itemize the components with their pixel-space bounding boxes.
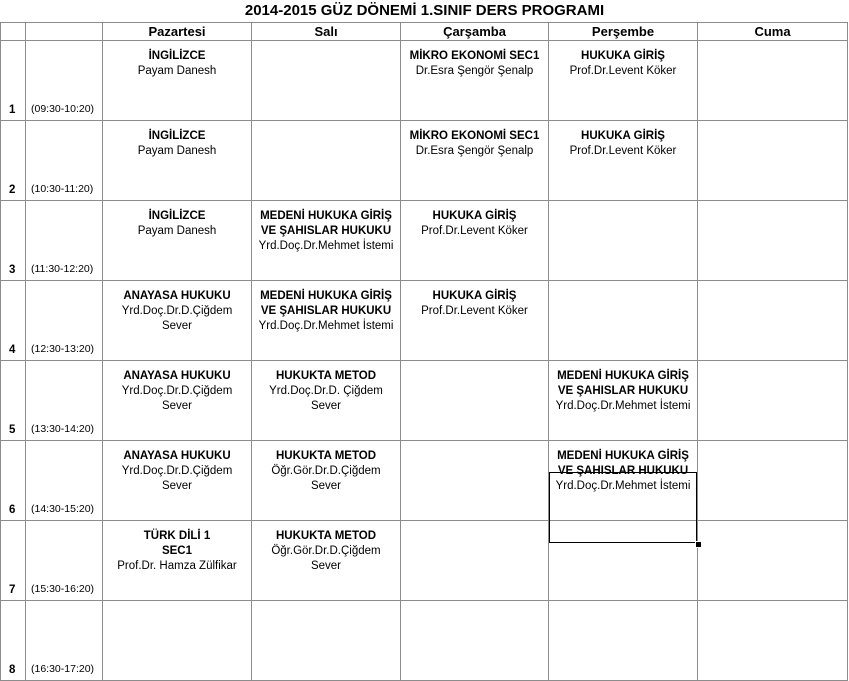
schedule-cell-friday[interactable]: [698, 41, 848, 121]
schedule-cell-wednesday[interactable]: [401, 521, 549, 601]
schedule-cell-wednesday[interactable]: [401, 41, 549, 121]
instructor-name: Dr.Esra Şengör Şenalp: [415, 65, 534, 77]
schedule-cell-wednesday[interactable]: [401, 121, 549, 201]
day-header-thursday[interactable]: Perşembe: [549, 23, 698, 41]
corner-cell[interactable]: [1, 23, 26, 41]
table-row: [1, 41, 848, 121]
instructor-name: Yrd.Doç.Dr.D.Çiğdem: [121, 305, 233, 317]
schedule-cell-wednesday[interactable]: [401, 201, 549, 281]
slot-time-cell[interactable]: (10:30-11:20): [26, 121, 103, 201]
table-row: [1, 441, 848, 521]
schedule-cell-thursday[interactable]: [549, 281, 698, 361]
day-header-tuesday[interactable]: Salı: [252, 23, 401, 41]
slot-number-cell[interactable]: 4: [1, 281, 26, 361]
table-row: [1, 361, 848, 441]
slot-number-cell[interactable]: 6: [1, 441, 26, 521]
schedule-table: [0, 22, 848, 681]
slot-time-cell[interactable]: (14:30-15:20): [26, 441, 103, 521]
course-name: İNGİLİZCE: [148, 210, 206, 222]
table-row: [1, 201, 848, 281]
slot-number-cell[interactable]: 3: [1, 201, 26, 281]
schedule-cell-friday[interactable]: [698, 361, 848, 441]
day-header-wednesday[interactable]: Çarşamba: [401, 23, 549, 41]
instructor-name: Öğr.Gör.Dr.D.Çiğdem: [271, 465, 381, 477]
fill-handle[interactable]: [695, 541, 702, 548]
instructor-name: Öğr.Gör.Dr.D.Çiğdem: [271, 545, 381, 557]
schedule-cell-friday[interactable]: [698, 521, 848, 601]
instructor-name: Prof.Dr.Levent Köker: [569, 65, 677, 77]
schedule-cell-tuesday[interactable]: [252, 441, 401, 521]
slot-time-cell[interactable]: (13:30-14:20): [26, 361, 103, 441]
course-name: HUKUKA GİRİŞ: [432, 290, 517, 302]
schedule-cell-tuesday[interactable]: [252, 281, 401, 361]
schedule-cell-wednesday[interactable]: [401, 361, 549, 441]
schedule-cell-friday[interactable]: [698, 121, 848, 201]
course-name: HUKUKA GİRİŞ: [581, 50, 665, 62]
schedule-cell-monday[interactable]: [103, 201, 252, 281]
table-row: [1, 281, 848, 361]
schedule-cell-tuesday[interactable]: [252, 121, 401, 201]
page-title: 2014-2015 GÜZ DÖNEMİ 1.SINIF DERS PROGRAMI: [244, 2, 605, 19]
instructor-name: Prof.Dr.Levent Köker: [421, 305, 528, 317]
slot-time-cell[interactable]: (15:30-16:20): [26, 521, 103, 601]
schedule-cell-friday[interactable]: [698, 201, 848, 281]
instructor-name: Sever: [310, 560, 342, 572]
instructor-name: Yrd.Doç.Dr.Mehmet İstemi: [555, 480, 691, 492]
instructor-name: Sever: [161, 400, 193, 412]
schedule-cell-tuesday[interactable]: [252, 361, 401, 441]
course-name: HUKUKA GİRİŞ: [432, 210, 517, 222]
course-name: İNGİLİZCE: [148, 130, 206, 142]
slot-number-cell[interactable]: 2: [1, 121, 26, 201]
slot-number-cell[interactable]: 7: [1, 521, 26, 601]
course-name: VE ŞAHISLAR HUKUKU: [260, 305, 392, 317]
instructor-name: Yrd.Doç.Dr.Mehmet İstemi: [258, 320, 394, 332]
instructor-name: Sever: [310, 400, 342, 412]
schedule-cell-wednesday[interactable]: [401, 281, 549, 361]
course-name: HUKUKTA METOD: [275, 370, 377, 382]
slot-number-cell[interactable]: 5: [1, 361, 26, 441]
schedule-cell-monday[interactable]: [103, 121, 252, 201]
course-name: ANAYASA HUKUKU: [123, 370, 231, 382]
schedule-cell-monday[interactable]: [103, 41, 252, 121]
course-name: ANAYASA HUKUKU: [123, 450, 231, 462]
schedule-cell-friday[interactable]: [698, 281, 848, 361]
course-name: MEDENİ HUKUKA GİRİŞ: [557, 370, 689, 382]
instructor-name: Sever: [310, 480, 342, 492]
instructor-name: Yrd.Doç.Dr.D. Çiğdem: [269, 385, 383, 397]
slot-time-cell[interactable]: (09:30-10:20): [26, 41, 103, 121]
instructor-name: Payam Danesh: [137, 65, 217, 77]
instructor-name: Prof.Dr.Levent Köker: [421, 225, 528, 237]
course-name: ANAYASA HUKUKU: [123, 290, 231, 302]
course-name: HUKUKTA METOD: [275, 450, 377, 462]
instructor-name: Prof.Dr. Hamza Zülfikar: [117, 560, 237, 572]
table-row: [1, 521, 848, 601]
schedule-cell-thursday[interactable]: [549, 601, 698, 681]
course-name: TÜRK DİLİ 1: [143, 530, 211, 542]
slot-time-cell[interactable]: (12:30-13:20): [26, 281, 103, 361]
course-name: HUKUKA GİRİŞ: [581, 130, 665, 142]
slot-number-cell[interactable]: 1: [1, 41, 26, 121]
schedule-cell-monday[interactable]: [103, 441, 252, 521]
header-row: [1, 23, 848, 41]
table-row: [1, 121, 848, 201]
course-name: MEDENİ HUKUKA GİRİŞ: [557, 450, 689, 462]
schedule-cell-thursday[interactable]: [549, 361, 698, 441]
slot-time-cell[interactable]: (16:30-17:20): [26, 601, 103, 681]
schedule-cell-thursday[interactable]: [549, 121, 698, 201]
schedule-cell-tuesday[interactable]: [252, 41, 401, 121]
course-name: SEC1: [161, 545, 193, 557]
course-name: MEDENİ HUKUKA GİRİŞ: [260, 210, 392, 222]
schedule-cell-tuesday[interactable]: [252, 201, 401, 281]
slot-number-cell[interactable]: 8: [1, 601, 26, 681]
course-name: MİKRO EKONOMİ SEC1: [409, 130, 540, 142]
schedule-body: [1, 23, 848, 681]
schedule-cell-thursday[interactable]: [549, 201, 698, 281]
course-name: İNGİLİZCE: [148, 50, 206, 62]
table-row: [1, 601, 848, 681]
instructor-name: Sever: [161, 320, 193, 332]
schedule-cell-monday[interactable]: [103, 601, 252, 681]
instructor-name: Yrd.Doç.Dr.D.Çiğdem: [121, 465, 233, 477]
course-name: HUKUKTA METOD: [275, 530, 377, 542]
day-header-friday[interactable]: Cuma: [698, 23, 848, 41]
schedule-cell-friday[interactable]: [698, 601, 848, 681]
course-name: VE ŞAHISLAR HUKUKU: [260, 225, 392, 237]
course-name: MİKRO EKONOMİ SEC1: [409, 50, 540, 62]
course-name: VE ŞAHISLAR HUKUKU: [557, 385, 689, 397]
schedule-cell-monday[interactable]: [103, 361, 252, 441]
schedule-cell-thursday[interactable]: [549, 41, 698, 121]
slot-time-cell[interactable]: (11:30-12:20): [26, 201, 103, 281]
schedule-cell-tuesday[interactable]: [252, 521, 401, 601]
course-name: VE ŞAHISLAR HUKUKU: [557, 465, 689, 477]
day-header-monday[interactable]: Pazartesi: [103, 23, 252, 41]
selected-cell-outline: [549, 472, 697, 543]
instructor-name: Sever: [161, 480, 193, 492]
time-header-cell[interactable]: [26, 23, 103, 41]
schedule-cell-monday[interactable]: [103, 521, 252, 601]
instructor-name: Payam Danesh: [137, 145, 217, 157]
schedule-cell-tuesday[interactable]: [252, 601, 401, 681]
instructor-name: Yrd.Doç.Dr.D.Çiğdem: [121, 385, 233, 397]
instructor-name: Dr.Esra Şengör Şenalp: [415, 145, 534, 157]
schedule-cell-friday[interactable]: [698, 441, 848, 521]
instructor-name: Yrd.Doç.Dr.Mehmet İstemi: [555, 400, 691, 412]
schedule-cell-wednesday[interactable]: [401, 441, 549, 521]
course-name: MEDENİ HUKUKA GİRİŞ: [260, 290, 392, 302]
instructor-name: Payam Danesh: [137, 225, 217, 237]
schedule-cell-monday[interactable]: [103, 281, 252, 361]
instructor-name: Prof.Dr.Levent Köker: [569, 145, 677, 157]
schedule-cell-wednesday[interactable]: [401, 601, 549, 681]
instructor-name: Yrd.Doç.Dr.Mehmet İstemi: [258, 240, 394, 252]
